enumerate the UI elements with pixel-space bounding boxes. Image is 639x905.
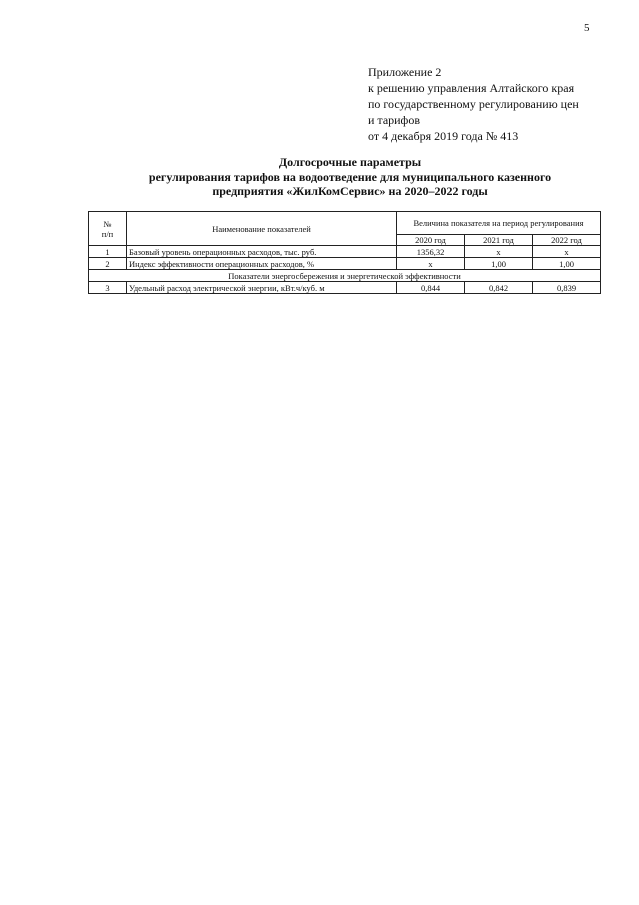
row-num: 3 xyxy=(89,282,127,294)
header-name: Наименование показателей xyxy=(127,212,397,246)
row-value-2021: 0,842 xyxy=(465,282,533,294)
row-num: 1 xyxy=(89,246,127,258)
row-value-2020: х xyxy=(397,258,465,270)
table-row xyxy=(89,258,601,270)
row-value-2021: х xyxy=(465,246,533,258)
row-value-2022: 1,00 xyxy=(533,258,601,270)
document-title xyxy=(60,155,639,199)
row-name: Удельный расход электрической энергии, кВт.ч/куб. м xyxy=(127,282,397,294)
table-row xyxy=(89,282,601,294)
title-line: Долгосрочные параметры xyxy=(278,155,422,169)
appendix-block xyxy=(368,64,608,144)
appendix-line: Приложение 2 xyxy=(368,65,442,79)
appendix-line: от 4 декабря 2019 года № 413 xyxy=(368,129,519,143)
header-num xyxy=(89,212,127,246)
section-title: Показатели энергосбережения и энергетической эффективности xyxy=(89,270,601,282)
appendix-line: к решению управления Алтайского края xyxy=(368,81,575,95)
header-period: Величина показателя на период регулирования xyxy=(397,212,601,235)
parameters-table xyxy=(88,211,601,294)
header-num-line2: п/п xyxy=(101,228,114,239)
appendix-line: и тарифов xyxy=(368,113,421,127)
header-num-line1: № xyxy=(103,218,112,229)
row-value-2020: 1356,32 xyxy=(397,246,465,258)
section-row xyxy=(89,270,601,282)
header-year-2022: 2022 год xyxy=(533,235,601,246)
table-row xyxy=(89,246,601,258)
header-year-2021: 2021 год xyxy=(465,235,533,246)
row-value-2021: 1,00 xyxy=(465,258,533,270)
header-year-2020: 2020 год xyxy=(397,235,465,246)
title-line: предприятия «ЖилКомСервис» на 2020–2022 годы xyxy=(212,184,488,198)
row-name: Индекс эффективности операционных расходов, % xyxy=(127,258,397,270)
appendix-line: по государственному регулированию цен xyxy=(368,97,579,111)
row-value-2020: 0,844 xyxy=(397,282,465,294)
row-num: 2 xyxy=(89,258,127,270)
row-value-2022: 0,839 xyxy=(533,282,601,294)
row-value-2022: х xyxy=(533,246,601,258)
page-number: 5 xyxy=(584,22,590,34)
row-name: Базовый уровень операционных расходов, тыс. руб. xyxy=(127,246,397,258)
title-line: регулирования тарифов на водоотведение для муниципального казенного xyxy=(148,169,552,184)
